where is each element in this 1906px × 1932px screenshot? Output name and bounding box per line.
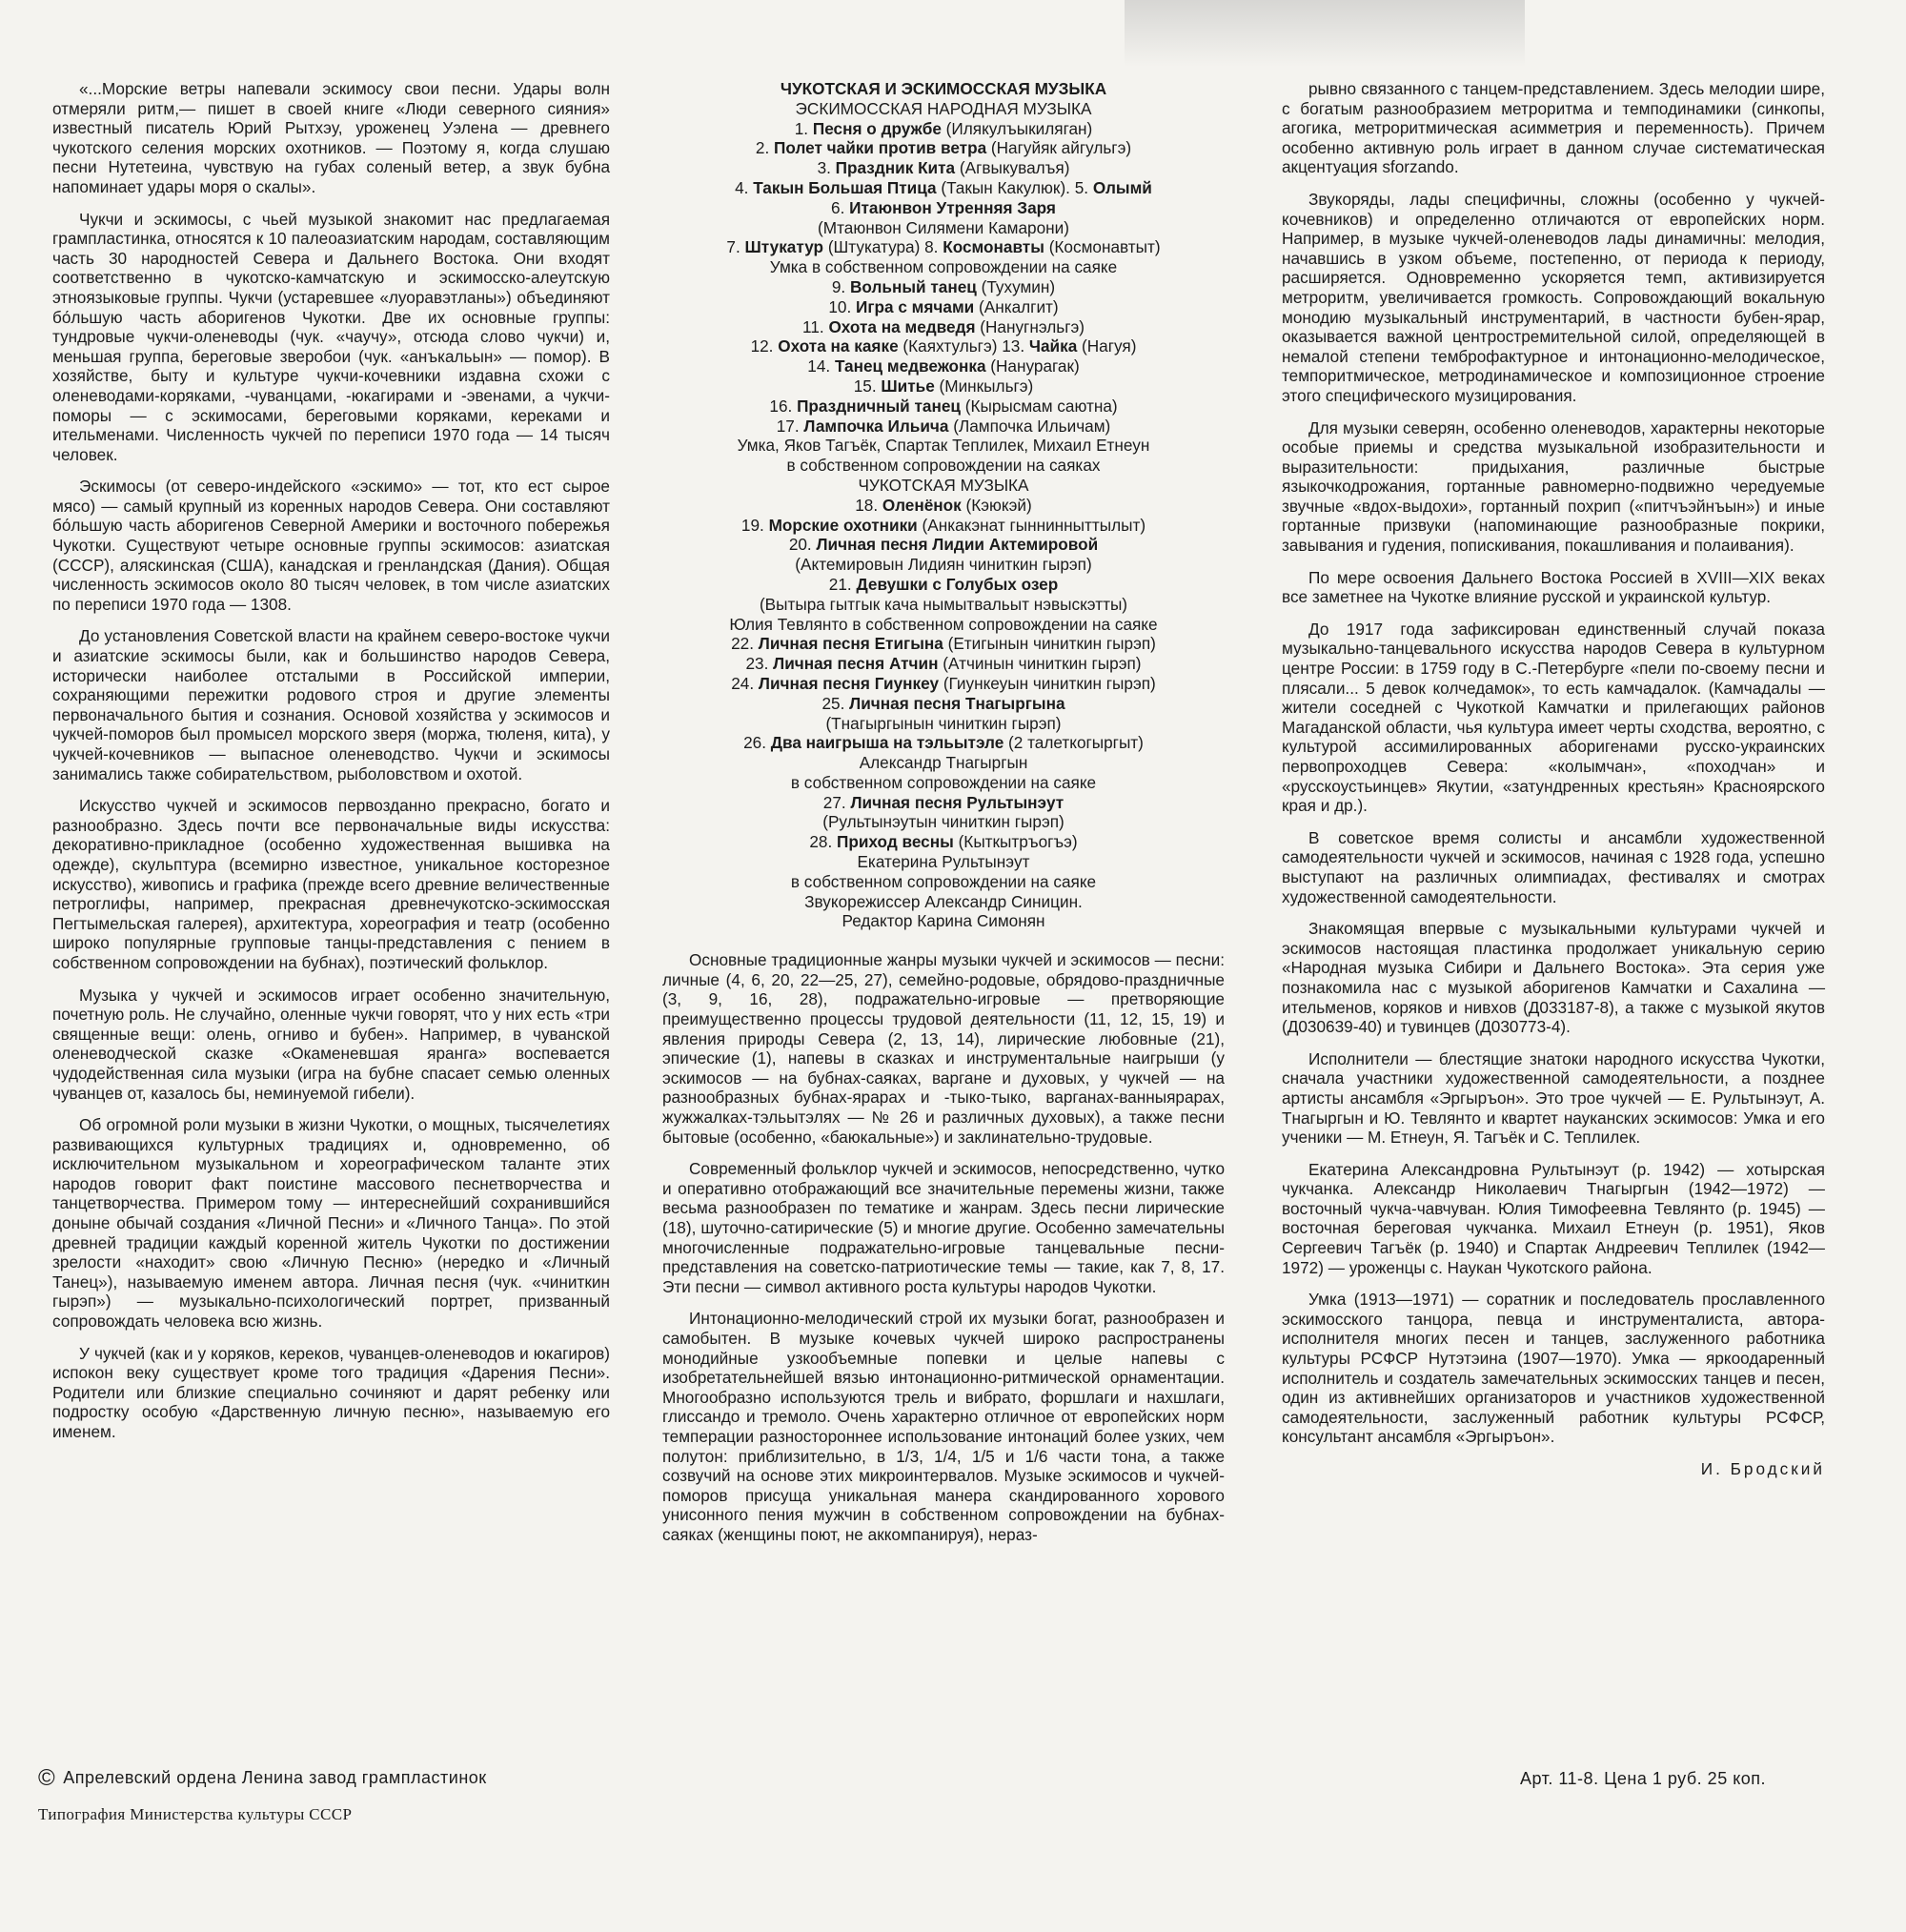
track-line <box>662 417 1225 437</box>
track-original: (Минкыльгэ) <box>939 376 1034 396</box>
track-original: (Илякулъыкиляган) <box>945 118 1093 138</box>
track-line <box>662 595 1225 615</box>
section-header: ЧУКОТСКАЯ МУЗЫКА <box>858 475 1029 495</box>
track-original: (Актемировын Лидиян чиниткин гырэп) <box>795 555 1092 575</box>
track-number: 27. <box>822 792 851 812</box>
track-original: Юлия Тевлянто в собственном сопровождении на саяке <box>729 614 1158 634</box>
track-number: 15. <box>853 376 882 396</box>
track-number: 19. <box>740 515 769 535</box>
copyright-text: Апрелевский ордена Ленина завод грампластинок <box>63 1768 487 1787</box>
track-title: Космонавты <box>943 237 1049 257</box>
track-lines <box>662 119 1225 932</box>
middle-column <box>662 79 1225 1556</box>
paragraph: Искусство чукчей и эскимосов первозданно прекрасно, богато и разнообразно. Здесь почти все первоначальные виды искусства: декоративно-прикладное (особенно художественная вышивка на одежде), скульптура (всемирно известное, уникальное косторезное искусство), живопись и графика (прежде всего древние величественные петроглифы, например, прекрасная древнечукотско-эскимосская Пегтымельская галерея), архитектура, хореография и театр (особенно широко популярные групповые танцы-представления с пением в собственном сопровождении на бубнах), поэтический фольклор. <box>52 796 610 972</box>
track-number: 2. <box>755 138 775 158</box>
track-original: Звукорежиссер Александр Синицин. <box>804 891 1083 911</box>
track-title: Личная песня Гиункеу <box>758 673 943 693</box>
track-original: (Рультынэутын чиниткин гырэп) <box>822 812 1065 832</box>
track-original: (Етигынын чиниткин гырэп) <box>947 634 1156 654</box>
track-original: (Каяхтульгэ) 13. <box>902 336 1029 356</box>
track-original: (Кырысмам саютна) <box>964 396 1118 416</box>
track-original: в собственном сопровождении на саяках <box>786 456 1101 476</box>
paragraph: Екатерина Александровна Рультынэут (р. 1942) — хотырская чукчанка. Александр Николаевич Тнагыргын (1942—1972) — восточный чукча-чавчуван. Юлия Тимофеевна Тевлянто (р. 1945) — восточная береговая чукчанка. Михаил Етнеун (р. 1951), Яков Сергеевич Тагъёк (р. 1940) и Спартак Андреевич Теплилек (1942—1972) — уроженцы с. Наукан Чукотского района. <box>1282 1159 1825 1277</box>
track-number: 14. <box>807 356 835 376</box>
track-original: (Кыткытръогъэ) <box>958 832 1078 852</box>
track-line <box>662 456 1225 476</box>
track-title: Праздник Кита <box>835 158 960 178</box>
paragraph: Знакомящая впервые с музыкальными культурами чукчей и эскимосов настоящая пластинка продолжает уникальную серию «Народная музыка Сибири и Дальнего Востока». Эта серия уже познакомила нас с музыкой аборигенов Камчатки и Сахалина — ительменов, коряков и нивхов (Д033187-8), а также с музыкой якутов (Д030639-40) и тувинцев (Д030773-4). <box>1282 919 1825 1037</box>
price-line: Арт. 11-8. Цена 1 руб. 25 коп. <box>1520 1769 1767 1788</box>
track-line <box>662 237 1225 257</box>
track-line <box>662 812 1225 832</box>
track-title: Личная песня Рультынэут <box>850 792 1065 812</box>
track-title: Танец медвежонка <box>834 356 991 376</box>
track-number: 10. <box>828 296 856 316</box>
track-number: 26. <box>743 733 771 753</box>
track-original: (Нагуйяк айгульгэ) <box>990 138 1132 158</box>
track-title: Праздничный танец <box>797 396 965 416</box>
track-line <box>662 654 1225 674</box>
track-title: Личная песня Етигына <box>758 634 948 654</box>
track-number: 3. <box>817 158 836 178</box>
paragraph: По мере освоения Дальнего Востока Россией в XVIII—XIX веках все заметнее на Чукотке влияние русской и украинской культур. <box>1282 567 1825 607</box>
track-line <box>662 218 1225 238</box>
track-title: Песня о дружбе <box>812 118 946 138</box>
paragraph: Звукоряды, лады специфичны, сложны (особенно у чукчей-кочевников) и определенно отличаются от европейских норм. Например, в музыке чукчей-оленеводов лады динамичны: мелодия, начавшись в узком объеме, постепенно, от периода к периоду, расширяется. Одновременно ускоряется темп, активизируется метроритм, увеличивается громкость. Сопровождающий вокальную монодию музыкальный инструментарий, в частности бубен-ярар, оказывается важной центростремительной силой, определяющей в немалой степени темброфактурное и интонационно-мелодическое, темпоритмическое, метродинамическое и композиционное строение этого специфического музицирования. <box>1282 189 1825 405</box>
track-line <box>662 535 1225 555</box>
track-original: (Агвыкувалъя) <box>959 158 1070 178</box>
track-number: 21. <box>828 574 857 594</box>
track-number: 4. <box>735 177 754 197</box>
track-line <box>662 436 1225 456</box>
track-title: Охота на медведя <box>828 316 981 336</box>
paragraph: Чукчи и эскимосы, с чьей музыкой знакомит нас предлагаемая грампластинка, относятся к 10 палеоазиатским народам, составляющим часть 30 народностей Севера и Дальнего Востока. Они входят соответственно в чукотско-камчатскую и эскимосско-алеутскую этноязыковые группы. Чукчи (устаревшее «луоравэтланы») объединяют бо́льшую часть аборигенов Чукотки. Две их основные группы: тундровые чукчи-оленеводы (чук. «чаучу», отсюда слово чукчи) и, меньшая группа, береговые зверобои (чук. «анъкальын» — помор). В хозяйстве, быту и культуре чукчи-кочевники издавна схожи с оленеводами-коряками, -чуванцами, -юкагирами и -эвенами, а чукчи-поморы — с эскимосами, береговыми коряками, кереками и ительменами. Численность чукчей по переписи 1970 года — 14 тысяч человек. <box>52 209 610 464</box>
track-title: Девушки с Голубых озер <box>856 574 1059 594</box>
paragraph: рывно связанного с танцем-представлением. Здесь мелодии шире, с богатым разнообразием метроритма и темподинамики (синкопы, агогика, метроритмическая асимметрия и переменность). Причем особенно активную роль играет в данном случае систематическая акцентуация sforzando. <box>1282 79 1825 177</box>
track-title: Чайка <box>1028 336 1083 356</box>
paragraph: Эскимосы (от северо-индейского «эскимо» — тот, кто ест сырое мясо) — самый крупный из коренных народов Севера. Они составляют бо́льшую часть аборигенов Северной Америки и восточного побережья Чукотки. Существуют четыре основные группы эскимосов: азиатская (СССР), аляскинская (США), канадская и гренландская (Дания). Общая численность эскимосов около 80 тысяч человек, в том числе азиатских по переписи 1970 года — 1308. <box>52 477 610 614</box>
track-line <box>662 892 1225 912</box>
track-line <box>662 516 1225 536</box>
paragraph: Для музыки северян, особенно оленеводов, характерны некоторые особые приемы и средства музыкальной изобразительности и выразительности: придыхания, различные быстрые языкочкодрожания, гортанные равномерно-подвижно чередуемые звучные «вдох-выдохи», гортанный похрип («питчъэйнъын») и иные гортанные призвуки (напоминающие разнообразные покрики, завывания и гудения, попискивания, покашливания и полаивания). <box>1282 417 1825 556</box>
track-number: 23. <box>745 654 774 674</box>
track-line <box>662 793 1225 813</box>
typography-line: Типография Министерства культуры СССР <box>38 1805 353 1823</box>
track-line <box>662 694 1225 714</box>
track-original: (Анкалгит) <box>979 296 1059 316</box>
track-number: 7. <box>726 237 745 257</box>
track-line <box>662 356 1225 376</box>
track-line <box>662 496 1225 516</box>
track-line <box>662 773 1225 793</box>
track-number: 1. <box>794 118 813 138</box>
track-line <box>662 297 1225 317</box>
track-line <box>662 317 1225 337</box>
track-title: Такын Большая Птица <box>753 177 942 197</box>
copyright-icon: © <box>38 1765 56 1791</box>
track-original: (2 талеткогыргыт) <box>1008 733 1144 753</box>
copyright-line <box>38 1765 487 1792</box>
paragraph: Умка (1913—1971) — соратник и последователь прославленного эскимосского танцора, певца и инструменталиста, автора-исполнителя многих песен и танцев, заслуженного работника культуры РСФСР Нутэтэина (1907—1970). Умка — яркоодаренный исполнитель и создатель замечательных эскимосских танцев и песен, один из активнейших организаторов и участников художественной самодеятельности, заслуженный работник культуры РСФСР, консультант ансамбля «Эргыръон». <box>1282 1290 1825 1447</box>
track-original: в собственном сопровождении на саяке <box>790 772 1097 792</box>
track-title: Штукатур <box>744 237 828 257</box>
section-header: ЭСКИМОССКАЯ НАРОДНАЯ МУЗЫКА <box>795 98 1092 118</box>
track-number: 24. <box>731 673 759 693</box>
track-title: Игра с мячами <box>856 296 980 316</box>
paragraph: Интонационно-мелодический строй их музыки богат, разнообразен и самобытен. В музыке кочевых чукчей широко распространены монодийные узкообъемные попевки и целые напевы с изобретательнейшей вязью интонационно-ритмической орнаментации. Многообразно используются трель и вибрато, форшлаги и нахшлаги, глиссандо и тремоло. Очень характерно отличное от европейских норм темперации разностороннее использование интонаций более узких, чем полутон: приблизительно, в 1/3, 1/4, 1/5 и 1/6 части тона, а также созвучий на основе этих микроинтервалов. Музыке эскимосов и чукчей-поморов присуща уникальная манера скандированного хорового унисонного пения мужчин в собственном сопровождении на бубнах-саяках (женщины поют, не аккомпанируя), нераз- <box>662 1309 1225 1544</box>
track-original: Редактор Карина Симонян <box>841 911 1045 931</box>
track-title: Морские охотники <box>768 515 923 535</box>
track-line <box>662 911 1225 931</box>
track-title: Личная песня Лидии Актемировой <box>816 535 1099 555</box>
author-signature: И. Бродский <box>1700 1459 1825 1478</box>
track-line <box>662 277 1225 297</box>
track-line <box>662 753 1225 773</box>
track-line <box>662 872 1225 892</box>
paragraph: У чукчей (как и у коряков, кереков, чуванцев-оленеводов и юкагиров) испокон веку существует кроме того традиция «Дарения Песни». Родители или близкие специально сочиняют и дарят ребенку или подростку особую «Дарственную личную песню», называемую его именем. <box>52 1343 610 1441</box>
track-number: 9. <box>831 276 850 296</box>
track-line <box>662 634 1225 654</box>
track-line <box>662 376 1225 397</box>
middle-text <box>662 950 1225 1544</box>
track-original: (Атчинын чиниткин гырэп) <box>943 654 1142 674</box>
track-number: 11. <box>802 316 829 336</box>
track-line <box>662 674 1225 694</box>
track-original: (Мтаюнвон Силямени Камарони) <box>818 217 1069 237</box>
track-original: в собственном сопровождении на саяке <box>790 871 1097 891</box>
track-line <box>662 832 1225 852</box>
track-original: (Анкакэнат гыннинныттылыт) <box>922 515 1146 535</box>
track-original: (Нагуя) <box>1082 336 1137 356</box>
track-line <box>662 575 1225 595</box>
track-title: Полет чайки против ветра <box>774 138 991 158</box>
track-original: (Штукатура) 8. <box>827 237 943 257</box>
track-line <box>662 555 1225 575</box>
track-line <box>662 198 1225 218</box>
left-column <box>52 79 610 1454</box>
track-title: Приход весны <box>837 832 959 852</box>
track-original: Александр Тнагыргын <box>859 753 1028 773</box>
track-original: Умка в собственном сопровождении на саяке <box>769 257 1118 277</box>
track-original: (Тнагыргынын чиниткин гырэп) <box>825 713 1062 733</box>
track-original: (Нанугнэльгэ) <box>980 316 1085 336</box>
track-original: (Лампочка Ильичам) <box>953 416 1111 436</box>
track-title: Итаюнвон Утренняя Заря <box>849 197 1056 217</box>
track-original: (Нанурагак) <box>990 356 1080 376</box>
paragraph: Исполнители — блестящие знатоки народного искусства Чукотки, сначала участники художественной самодеятельности, а позднее артисты ансамбля «Эргыръон». Это трое чукчей — Е. Рультынэут, А. Тнагыргын и Ю. Тевлянто и квартет науканских эскимосов: Умка и его ученики — М. Етнеун, Я. Тагъёк и С. Теплилек. <box>1282 1048 1825 1148</box>
track-number: 20. <box>788 535 817 555</box>
track-line <box>662 158 1225 178</box>
tracklist-title: ЧУКОТСКАЯ И ЭСКИМОССКАЯ МУЗЫКА <box>780 79 1107 98</box>
track-title: Вольный танец <box>849 276 982 296</box>
paragraph: В советское время солисты и ансамбли художественной самодеятельности чукчей и эскимосов, начиная с 1928 года, успешно выступают на различных олимпиадах, фестивалях и смотрах художественной самодеятельности. <box>1282 827 1825 906</box>
track-title: Личная песня Тнагыргына <box>849 693 1065 713</box>
track-line <box>662 138 1225 158</box>
paragraph: Основные традиционные жанры музыки чукчей и эскимосов — песни: личные (4, 6, 20, 22—25, 27), семейно-родовые, обрядово-праздничные (3, 9, 16, 28), подражательно-игровые — претворяющие преимущественно процессы трудовой деятельности (11, 12, 15, 19) и явления природы Севера (2, 13, 14), лирические любовные (21), эпические (1), напевы в сказках и инструментальные наигрыши (у эскимосов — на бубнах-саяках, варгане и духовых, у чукчей — на разнообразных бубнах-ярарах и -тыко-тыко, варганах-ванныярарах, жужжалках-тэльытэлях — № 26 и различных духовых), а также песни бытовые (особенно, «баюкальные») и заклинательно-трудовые. <box>662 950 1225 1147</box>
track-original: (Тухумин) <box>981 276 1056 296</box>
paragraph: Музыка у чукчей и эскимосов играет особенно значительную, почетную роль. Не случайно, оленные чукчи говорят, что у них есть «три священные вещи: олень, огниво и бубен». Например, в чуванской оленеводческой сказке «Окаменевшая яранга» воспевается чудодейственная сила музыки (игра на бубне спасает семью оленных чуванцев от, казалось бы, неминуемой гибели). <box>52 985 610 1103</box>
track-number: 25. <box>821 693 850 713</box>
track-original: (Кэюкэй) <box>965 495 1032 515</box>
track-line <box>662 178 1225 198</box>
track-number: 12. <box>750 336 779 356</box>
paragraph: «...Морские ветры напевали эскимосу свои песни. Удары волн отмеряли ритм,— пишет в своей книге «Люди северного сияния» известный писатель Юрий Рытхэу, уроженец Уэлена — древнего чукотского селения морских охотников. — Поэтому я, когда слушаю песни Нутетеина, чувствую на губах соленый ветер, а звук бубна напоминает удары моря о скалы». <box>52 79 610 196</box>
footer-left <box>38 1765 487 1824</box>
track-line <box>662 714 1225 734</box>
track-original: (Космонавтыт) <box>1048 237 1161 257</box>
tracklist <box>662 79 1225 931</box>
track-title: Личная песня Атчин <box>773 654 943 674</box>
track-title: Два наигрыша на тэльытэле <box>770 733 1009 753</box>
track-number: 28. <box>809 832 837 852</box>
track-number: 18. <box>855 495 882 515</box>
track-original: (Такын Какулюк). 5. <box>941 177 1093 197</box>
track-original: (Гиункеуын чиниткин гырэп) <box>943 673 1156 693</box>
scan-smudge <box>1125 0 1525 67</box>
track-number: 16. <box>769 396 798 416</box>
track-title: Лампочка Ильича <box>803 416 954 436</box>
paragraph: Об огромной роли музыки в жизни Чукотки, о мощных, тысячелетиях развивающихся культурных традициях и, одновременно, об исключительном музыкальном и хореографическом таланте этих народов говорит факт поистине массового песнетворчества и танцетворчества. Примером тому — интереснейший сохранившийся доныне обычай создания «Личной Песни» и «Личного Танца». По этой древней традиции каждый коренной житель Чукотки по достижении зрелости «находит» свою «Личную Песню» (нередко и «Личный Танец»), называемую именем автора. Личная песня (чук. «чиниткин гырэп») — музыкально-психологический портрет, призванный сопровождать человека всю жизнь. <box>52 1115 610 1332</box>
right-column <box>1282 79 1825 1479</box>
track-title: Охота на каяке <box>778 336 903 356</box>
track-number: 22. <box>731 634 759 654</box>
track-line <box>662 257 1225 277</box>
track-number: 17. <box>776 416 804 436</box>
track-number: 6. <box>831 197 850 217</box>
track-title: Шитье <box>881 376 940 396</box>
track-line <box>662 397 1225 417</box>
track-title: Оленёнок <box>882 495 966 515</box>
paragraph: До 1917 года зафиксирован единственный случай показа музыкально-танцевального искусства народов Севера в культурном центре России: в 1759 году в С.-Петербурге «пели по-своему песни и плясали... 5 девок колчедамок», то есть камчадалок. (Камчадалы — жители соседней с Чукоткой Камчатки и прилегающих районов Магаданской области, чья культура имеет черты сходства, вероятно, с культурой ассимилированных аборигенами русско-украинских первопроходцев Севера: «колымчан», «походчан» и «русскоустьинцев» Якутии, «затундренных крестьян» Красноярского края и др.). <box>1282 619 1825 816</box>
paragraph: До установления Советской власти на крайнем северо-востоке чукчи и азиатские эскимосы были, как и большинство народов Севера, исторически наиболее отсталыми в Российской империи, сохраняющими пережитки родового строя и другие элементы первоначального бытия и сознания. Основой хозяйства у эскимосов и чукчей-поморов был промысел морского зверя (моржа, тюленя, кита), у чукчей-кочевников — выпасное оленеводство. Чукчи и эскимосы занимались также собирательством, рыболовством и охотой. <box>52 626 610 783</box>
paragraph: Современный фольклор чукчей и эскимосов, непосредственно, чутко и оперативно отображающий все значительные перемены жизни, также весьма разнообразен по тематике и жанрам. Здесь песни лирические (18), шуточно-сатирические (5) и многие другие. Особенно замечательны многочисленные подражательно-игровые танцевальные песни-представления на советско-патриотические темы — такие, как 7, 8, 17. Эти песни — символ активного роста культуры народов Чукотки. <box>662 1159 1225 1296</box>
track-original: Екатерина Рультынэут <box>857 852 1030 872</box>
track-original: Умка, Яков Тагъёк, Спартак Теплилек, Михаил Етнеун <box>737 436 1150 456</box>
track-line <box>662 615 1225 635</box>
track-original: (Вытыра гытгык кача нымытвальыт нэвыскэтты) <box>759 594 1128 614</box>
track-line <box>662 119 1225 139</box>
track-title: Олымй <box>1092 177 1152 197</box>
track-line <box>662 733 1225 753</box>
track-line <box>662 336 1225 356</box>
track-line <box>662 852 1225 872</box>
